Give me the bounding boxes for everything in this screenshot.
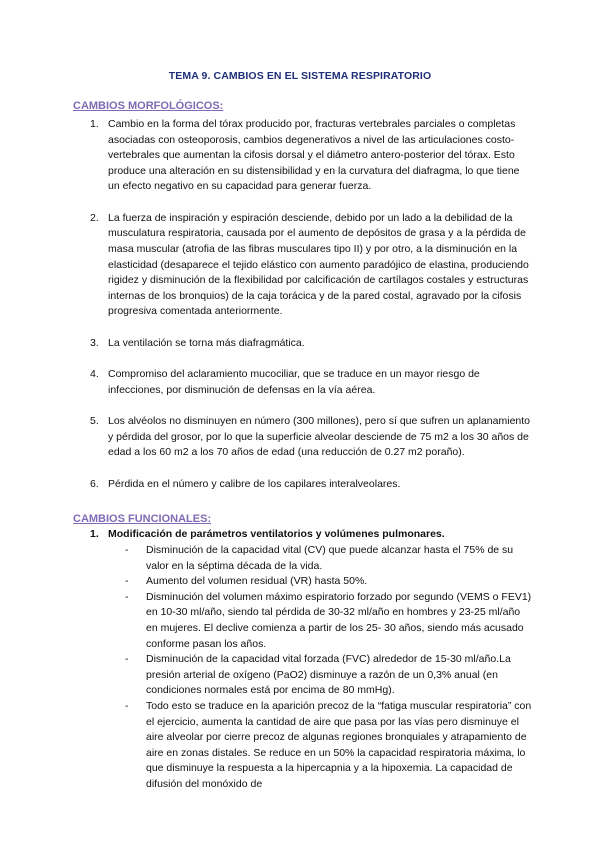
document-title: TEMA 9. CAMBIOS EN EL SISTEMA RESPIRATORIO (168, 70, 432, 82)
item-number: 1. (90, 528, 99, 540)
item-text: La fuerza de inspiración y espiración desciende, debido por un lado a la debilidad de la musculatura respiratoria, causada por el aumento de depósitos de grasa y a la pérdida de masa muscular (atrofia de las fibras musculares tipo II) y por otro, a la disminución en la elasticidad (desaparece el tejido elástico con aumento paradójico de elastina, produciendo rigidez y disminución de la flexibilidad por calcificación de cartílagos costales y estructuras internas de los bronquios) de la caja torácica y de la pared costal, agravado por la cifosis progresiva comentada anteriormente. (108, 211, 529, 318)
item-text: La ventilación se torna más diafragmática. (108, 336, 305, 349)
dash-bullet: - (125, 699, 129, 712)
section-heading-morfologicos: CAMBIOS MORFOLÓGICOS: (73, 100, 224, 112)
item-number: 6. (90, 477, 99, 490)
dash-bullet: - (125, 653, 129, 666)
sub-list-item (108, 543, 533, 574)
sub-list-item (108, 574, 533, 590)
item-number: 3. (90, 336, 99, 349)
list-item (73, 117, 533, 195)
list-item (73, 367, 533, 398)
sub-item-text: Aumento del volumen residual (VR) hasta 50%. (146, 575, 368, 588)
item-number: 4. (90, 368, 99, 381)
list-item (73, 477, 533, 493)
item-text: Compromiso del aclaramiento mucociliar, que se traduce en un mayor riesgo de infecciones, por disminución de defensas en la vía aérea. (108, 368, 480, 396)
item-text: Cambio en la forma del tórax producido por, fracturas vertebrales parciales o completas asociadas con osteoporosis, cambios degenerativos a nivel de las articulaciones costo-vertebrales que aumentan la cifosis dorsal y el diámetro antero-posterior del tórax. Esto produce una alteración en su distensibilidad y en la curvatura del diafragma, lo que tiene un efecto negativo en su capacidad para generar fuerza. (108, 118, 520, 193)
list-item (73, 336, 533, 352)
funcionales-sublist (108, 543, 533, 793)
dash-bullet: - (125, 544, 129, 556)
item-text: Pérdida en el número y calibre de los capilares interalveolares. (108, 477, 401, 490)
sub-list-item (108, 652, 533, 699)
item-text: Modificación de parámetros ventilatorios y volúmenes pulmonares. (108, 528, 445, 540)
dash-bullet: - (125, 590, 129, 603)
item-number: 1. (90, 118, 99, 130)
sub-item-text: Disminución de la capacidad vital forzada (FVC) alrededor de 15-30 ml/año.La presión arterial de oxígeno (PaO2) disminuye a razón de un 0,3% anual (en condiciones normales está por encima de 80 mmHg). (146, 653, 511, 697)
item-text: Los alvéolos no disminuyen en número (300 millones), pero sí que sufren un aplanamiento y pérdida del grosor, por lo que la superficie alveolar desciende de 75 m2 a los 30 años de edad a los 60 m2 a los 70 años de edad (una reducción de 0.27 m2 poraño). (108, 415, 530, 459)
dash-bullet: - (125, 575, 129, 588)
funcionales-list (73, 527, 533, 543)
list-item (73, 211, 533, 320)
item-number: 2. (90, 211, 99, 224)
sub-item-text: Disminución del volumen máximo espiratorio forzado por segundo (VEMS o FEV1) en 10-30 ml/año, siendo tal pérdida de 30-32 ml/año en hombres y 23-25 ml/año en mujeres. El declive comienza a partir de los 25- 30 años, siendo más acusado conforme pasan los años. (146, 590, 532, 650)
item-number: 5. (90, 415, 99, 428)
sub-item-text: Disminución de la capacidad vital (CV) que puede alcanzar hasta el 75% de su valor en la séptima década de la vida. (146, 544, 514, 572)
list-item (73, 414, 533, 461)
sub-list-item (108, 590, 533, 652)
sub-list-item (108, 699, 533, 793)
morfologicos-list (73, 117, 533, 492)
list-item (73, 527, 533, 543)
sub-item-text: Todo esto se traduce en la aparición precoz de la “fatiga muscular respiratoria” con el ejercicio, aumenta la cantidad de aire que pasa por las vías pero disminuye el aire alveolar por cierre precoz de algunas regiones bronquiales y atrapamiento de aire en zonas distales. Se reduce en un 50% la capacidad respiratoria máxima, lo que disminuye la respuesta a la hipercapnia y a la hipoxemia. La capacidad de difusión del monóxido de (146, 699, 532, 790)
section-heading-funcionales: CAMBIOS FUNCIONALES: (73, 513, 212, 525)
